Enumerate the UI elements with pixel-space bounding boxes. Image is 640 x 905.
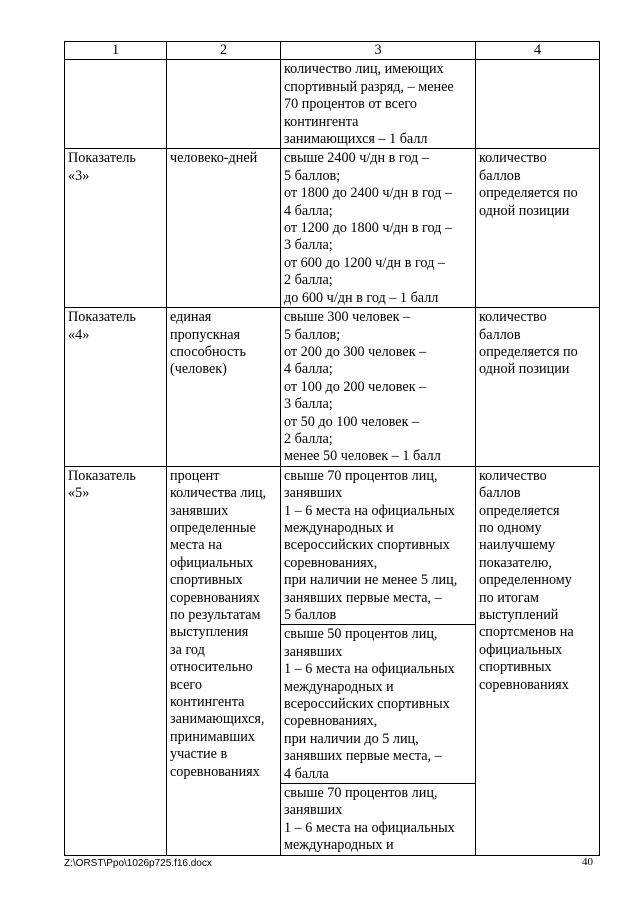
criteria-block: свыше 50 процентов лиц, занявших 1 – 6 места на официальных международных и всероссийских спортивных соревнованиях, при наличии до 5 лиц, занявших первые места, – 4 балла — [281, 624, 475, 783]
criteria-table — [64, 41, 600, 856]
method-cell: количество баллов определяется по одной позиции — [476, 149, 600, 308]
footer-file-path: Z:\ORST\Ppo\1026p725.f16.docx — [64, 858, 212, 869]
continued-method-cell — [476, 60, 600, 149]
page-number: 40 — [582, 856, 593, 868]
header-col-2: 2 — [167, 42, 281, 60]
header-col-1: 1 — [65, 42, 167, 60]
indicator-cell: Показатель «3» — [65, 149, 167, 308]
method-cell: количество баллов определяется по одной позиции — [476, 308, 600, 467]
continued-indicator-cell — [65, 60, 167, 149]
table-row-indicator-4 — [65, 308, 600, 467]
unit-cell: процент количества лиц, занявших определенные места на официальных спортивных соревнованиях по результатам выступления за год относительно всего контингента занимающихся, принимавших участие в соревнованиях — [167, 466, 281, 855]
header-row — [65, 42, 600, 60]
header-col-4: 4 — [476, 42, 600, 60]
method-cell: количество баллов определяется по одному наилучшему показателю, определенному по итогам выступлений спортсменов на официальных спортивных соревнованиях — [476, 466, 600, 855]
indicator-cell: Показатель «5» — [65, 466, 167, 855]
table-row-indicator-3 — [65, 149, 600, 308]
criteria-cell: свыше 2400 ч/дн в год – 5 баллов; от 1800 до 2400 ч/дн в год – 4 балла; от 1200 до 1800 ч/дн в год – 3 балла; от 600 до 1200 ч/дн в год – 2 балла; до 600 ч/дн в год – 1 балл — [281, 149, 476, 308]
unit-cell: человеко-дней — [167, 149, 281, 308]
criteria-cell: свыше 300 человек – 5 баллов; от 200 до 300 человек – 4 балла; от 100 до 200 человек – 3 балла; от 50 до 100 человек – 2 балла; менее 50 человек – 1 балл — [281, 308, 476, 467]
table-row-continued — [65, 60, 600, 149]
criteria-cell — [281, 466, 476, 855]
header-col-3: 3 — [281, 42, 476, 60]
indicator-cell: Показатель «4» — [65, 308, 167, 467]
criteria-block: свыше 70 процентов лиц, занявших 1 – 6 места на официальных международных и всероссийских спортивных соревнованиях, при наличии не менее 5 лиц, занявших первые места, – 5 баллов — [284, 467, 458, 623]
unit-cell: единая пропускная способность (человек) — [167, 308, 281, 467]
table-row-indicator-5 — [65, 466, 600, 855]
continued-criteria-cell: количество лиц, имеющих спортивный разряд, – менее 70 процентов от всего контингента занимающихся – 1 балл — [281, 60, 476, 149]
criteria-block: свыше 70 процентов лиц, занявших 1 – 6 места на официальных международных и — [281, 783, 475, 855]
continued-unit-cell — [167, 60, 281, 149]
